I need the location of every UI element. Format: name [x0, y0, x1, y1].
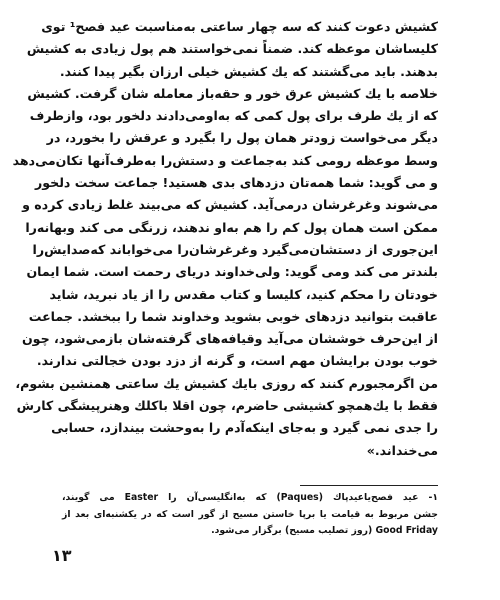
text-line: بلندتر می کند ومی گوید: ولی‌خداوند دریای رحمت است. شما ایمان: [26, 264, 438, 280]
text-line: عاقبت بتوانید دزدهای خوبی بشوید وخداوند شما را ببخشد. جماعت: [28, 308, 438, 324]
text-line: و می گوید: شما همه‌تان دزدهای بدی هستید! جماعت سخت دلخور: [34, 175, 438, 191]
text-line: بدهند. باید می‌گشتند که یك کشیش خیلی ارزان بگیر پیدا کنند.: [59, 63, 438, 79]
text-line: خوب بودن برایشان مهم است، و گرنه از دزد بودن خجالتی ندارند.: [36, 353, 438, 369]
footnote-line: جشن مربوط به قیامت یا برپا خاستن مسیح از گور است که در یکشنبه‌ای بعد از: [62, 508, 438, 520]
text-line: کشیش دعوت کنند که سه چهار ساعتی به‌مناسبت عید فصح¹ توی: [41, 19, 438, 34]
footnote-line: ۱- عید فصح‌یاعیدپاك (Paques) که به‌انگلیسی‌آن را Easter می گویند،: [62, 492, 438, 503]
text-line: خودتان را محکم کنید، کلیسا و کتاب مقدس را از یاد نبرید، شاید: [49, 286, 438, 302]
page-number: ۱۳: [52, 546, 72, 565]
text-line: دیگر می‌خواست زودتر همان پول را بگیرد و عرقش را بخورد، در: [46, 130, 438, 146]
text-line: از این‌حرف خوششان می‌آید وقیافه‌های گرفته‌شان بازمی‌شود، چون: [21, 331, 438, 347]
text-line: می‌خنداند.»: [366, 442, 438, 458]
text-line: را جدی نمی گیرد و به‌جای اینکه‌آدم را به‌وحشت بیندازد، حسابی: [51, 420, 438, 436]
text-line: خلاصه با یك کشیش عرق خور و حقه‌باز معامله شان گرفت. کشیش: [27, 85, 438, 101]
footnote-divider: [300, 485, 438, 486]
text-line: فقط با یك‌همچو کشیشی حاضرم، چون اقلا باکلك وهنرپیشگی کارش: [16, 398, 438, 414]
body-text: [12, 16, 438, 462]
text-line: این‌جوری از دستشان‌می‌گیرد وغرغرشان‌را می‌خواباند که‌صدایش‌را: [32, 241, 438, 257]
text-line: می‌شوند وغرغرشان درمی‌آید. کشیش که می‌بیند غلط زیادی کرده و: [22, 197, 438, 213]
text-line: که از یك طرف برای پول کمی که به‌اومی‌دادند دلخور بود، وازطرف: [29, 108, 438, 124]
footnote-line: Good Friday (روز تصلیب مسیح) برگزار می‌شود.: [211, 525, 438, 536]
footnote: [62, 490, 438, 540]
text-line: کلیساشان موعظه کند. ضمناً نمی‌خواستند هم پول زیادی به کشیش: [26, 41, 438, 57]
text-line: وسط موعظه رومی کند به‌جماعت و دستش‌را به‌طرف‌آنها تکان‌می‌دهد: [12, 152, 438, 168]
text-line: من اگرمجبورم کنند که روزی بایك کشیش یك ساعتی همنشین بشوم،: [15, 375, 438, 391]
text-line: ممکن است همان پول کم را هم به‌او ندهند، زرنگی می کند وبهانه‌را: [25, 219, 438, 235]
